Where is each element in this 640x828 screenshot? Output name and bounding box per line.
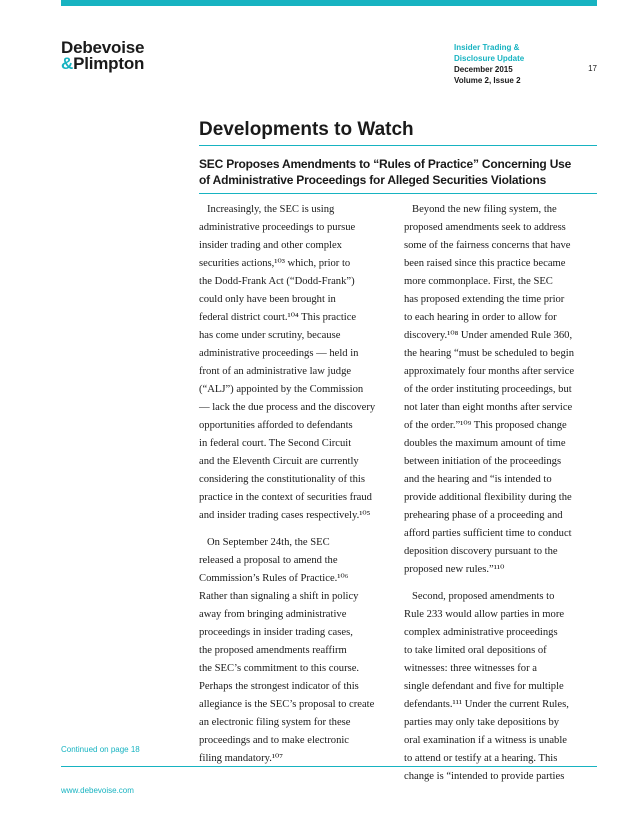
body-paragraph — [404, 201, 594, 579]
text-line: the Dodd-Frank Act (“Dodd-Frank”) — [199, 276, 355, 287]
text-line: parties may only take depositions by — [404, 717, 560, 728]
text-line: administrative proceedings — held in — [199, 348, 359, 359]
text-line: oral examination if a witness is unable — [404, 735, 567, 746]
paragraph-gap — [199, 525, 389, 534]
text-line: proposed amendments seek to address — [404, 222, 566, 233]
text-line: approximately four months after service — [404, 366, 575, 377]
article-title-underline — [199, 193, 597, 194]
text-line: securities actions,¹⁰³ which, prior to — [199, 258, 351, 269]
text-line: insider trading and other complex — [199, 240, 342, 251]
text-line: the SEC’s commitment to this course. — [199, 663, 360, 674]
text-line: practice in the context of securities fraud — [199, 492, 372, 503]
text-line: been raised since this practice became — [404, 258, 566, 269]
text-line: filing mandatory.¹⁰⁷ — [199, 753, 283, 764]
text-line: Rule 233 would allow parties in more — [404, 609, 565, 620]
text-line: between initiation of the proceedings — [404, 456, 562, 467]
text-line: Perhaps the strongest indicator of this — [199, 681, 359, 692]
text-line: witnesses: three witnesses for a — [404, 663, 537, 674]
publication-name-line2: Disclosure Update — [454, 54, 525, 63]
firm-logo — [61, 40, 144, 72]
text-line: doubles the maximum amount of time — [404, 438, 566, 449]
text-line: Second, proposed amendments to — [412, 591, 555, 602]
text-line: of the order instituting proceedings, but — [404, 384, 572, 395]
text-line: away from bringing administrative — [199, 609, 347, 620]
section-title: Developments to Watch — [199, 119, 414, 140]
text-line: Commission’s Rules of Practice.¹⁰⁶ — [199, 573, 349, 584]
text-line: Increasingly, the SEC is using — [207, 204, 335, 215]
publication-name-line1: Insider Trading & — [454, 43, 520, 52]
text-line: opportunities afforded to defendants — [199, 420, 353, 431]
top-accent-bar — [61, 0, 597, 6]
article-title-line: SEC Proposes Amendments to “Rules of Practice” Concerning Use — [199, 157, 572, 171]
text-line: change is “intended to provide parties — [404, 771, 565, 782]
text-line: afford parties sufficient time to conduct — [404, 528, 572, 539]
text-line: defendants.¹¹¹ Under the current Rules, — [404, 699, 569, 710]
text-line: — lack the due process and the discovery — [199, 402, 376, 413]
text-line: deposition discovery pursuant to the — [404, 546, 558, 557]
text-line: the hearing “must be scheduled to begin — [404, 348, 575, 359]
text-line: and insider trading cases respectively.¹⁰⁵ — [199, 510, 371, 521]
continued-note: Continued on page 18 — [61, 745, 140, 754]
text-line: On September 24th, the SEC — [207, 537, 330, 548]
text-line: and the hearing and “is intended to — [404, 474, 552, 485]
text-line: to attend or testify at a hearing. This — [404, 753, 558, 764]
text-line: (“ALJ”) appointed by the Commission — [199, 384, 364, 395]
text-line: federal district court.¹⁰⁴ This practice — [199, 312, 357, 323]
text-line: complex administrative proceedings — [404, 627, 558, 638]
text-line: not later than eight months after service — [404, 402, 573, 413]
text-line: to take limited oral depositions of — [404, 645, 547, 656]
text-line: proceedings and to make electronic — [199, 735, 350, 746]
text-line: Beyond the new filing system, the — [412, 204, 557, 215]
text-line: discovery.¹⁰⁸ Under amended Rule 360, — [404, 330, 573, 341]
text-line: proceedings in insider trading cases, — [199, 627, 353, 638]
text-line: in federal court. The Second Circuit — [199, 438, 352, 449]
text-line: released a proposal to amend the — [199, 555, 338, 566]
article-title — [199, 156, 599, 188]
text-line: considering the constitutionality of this — [199, 474, 365, 485]
body-paragraph — [199, 201, 389, 525]
text-line: proposed new rules.”¹¹⁰ — [404, 564, 505, 575]
text-line: administrative proceedings to pursue — [199, 222, 356, 233]
text-line: has proposed extending the time prior — [404, 294, 565, 305]
issue-date: December 2015 — [454, 65, 513, 74]
logo-line1: Debevoise — [61, 38, 145, 57]
body-paragraph — [404, 588, 594, 786]
text-line: single defendant and five for multiple — [404, 681, 564, 692]
publication-info — [454, 42, 524, 86]
text-line: Rather than signaling a shift in policy — [199, 591, 359, 602]
text-line: of the order.”¹⁰⁹ This proposed change — [404, 420, 567, 431]
section-divider — [199, 145, 597, 146]
article-title-line: of Administrative Proceedings for Alleged Securities Violations — [199, 173, 547, 187]
text-line: an electronic filing system for these — [199, 717, 351, 728]
text-line: prehearing phase of a proceeding and — [404, 510, 563, 521]
body-column-right — [404, 201, 594, 786]
logo-ampersand: & — [61, 54, 74, 73]
logo-line2: Plimpton — [73, 54, 145, 73]
body-paragraph — [199, 534, 389, 768]
page-number: 17 — [588, 64, 597, 73]
paragraph-gap — [404, 579, 594, 588]
text-line: allegiance is the SEC’s proposal to create — [199, 699, 375, 710]
text-line: the proposed amendments reaffirm — [199, 645, 347, 656]
text-line: provide additional flexibility during the — [404, 492, 572, 503]
footer-divider — [61, 766, 597, 767]
text-line: to each hearing in order to allow for — [404, 312, 557, 323]
body-column-left — [199, 201, 389, 768]
footer-website-link[interactable]: www.debevoise.com — [61, 786, 134, 795]
text-line: could only have been brought in — [199, 294, 336, 305]
text-line: and the Eleventh Circuit are currently — [199, 456, 359, 467]
text-line: more commonplace. First, the SEC — [404, 276, 553, 287]
issue-volume: Volume 2, Issue 2 — [454, 76, 521, 85]
text-line: front of an administrative law judge — [199, 366, 352, 377]
text-line: some of the fairness concerns that have — [404, 240, 571, 251]
text-line: has come under scrutiny, because — [199, 330, 341, 341]
